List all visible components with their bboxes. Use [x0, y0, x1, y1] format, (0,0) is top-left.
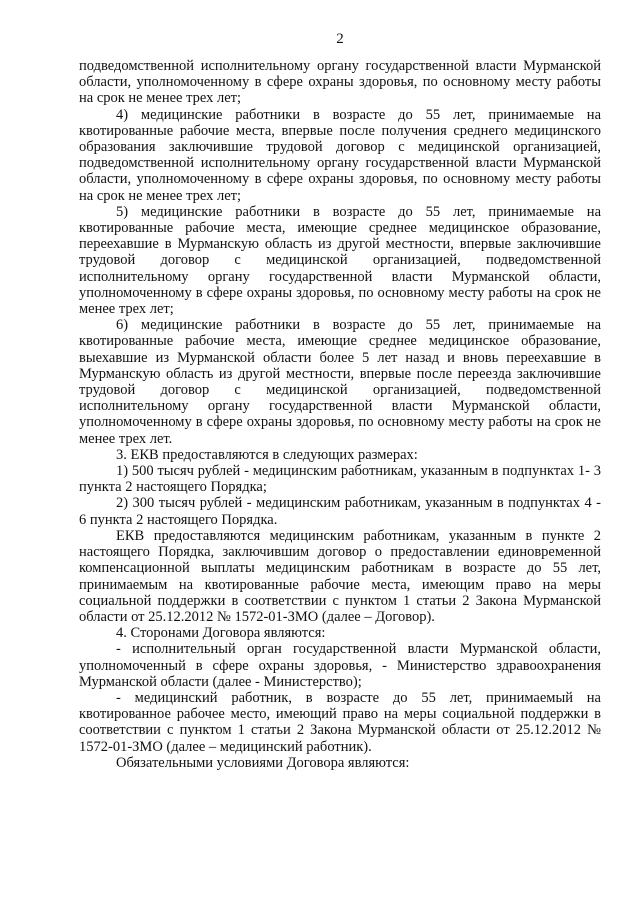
- document-body: [79, 58, 601, 771]
- paragraph-continuation: подведомственной исполнительному органу государственной власти Мурманской области, уполномоченному в сфере охраны здоровья, по основному месту работы на срок не менее трех лет;: [79, 58, 601, 107]
- section-3-item-1: 1) 500 тысяч рублей - медицинским работникам, указанным в подпунктах 1- 3 пункта 2 настоящего Порядка;: [79, 463, 601, 496]
- contract-conditions-heading: Обязательными условиями Договора являются:: [116, 754, 410, 771]
- section-4-heading: 4. Сторонами Договора являются:: [116, 625, 326, 642]
- paragraph-item-5: 5) медицинские работники в возрасте до 55 лет, принимаемые на квотированные рабочие места, имеющие среднее медицинское образование, переехавшие в Мурманскую область из другой местности, впервые заключившие трудовой договор с медицинской организацией, подведомственной исполнительному органу государственной власти Мурманской области, уполномоченному в сфере охраны здоровья, по основному месту работы на срок не менее трех лет;: [79, 203, 601, 318]
- section-3-paragraph: ЕКВ предоставляются медицинским работникам, указанным в пункте 2 настоящего Порядка, заключившим договор о предоставлении единовременной компенсационной выплаты медицинским работникам в возрасте до 55 лет, принимаемым на квотированные рабочие места, имеющим право на меры социальной поддержки в соответствии с пунктом 1 статьи 2 Закона Мурманской области от 25.12.2012 № 1572-01-ЗМО (далее – Договор).: [79, 527, 601, 625]
- document-page: [79, 30, 601, 771]
- page-number: 2: [336, 31, 344, 47]
- section-4-party-ministry: - исполнительный орган государственной власти Мурманской области, уполномоченный в сфере охраны здоровья, - Министерство здравоохранения Мурманской области (далее - Министерство);: [79, 641, 601, 690]
- paragraph-item-4: 4) медицинские работники в возрасте до 55 лет, принимаемые на квотированные рабочие места, впервые после получения среднего медицинского образования заключившие трудовой договор с медицинской организацией, подведомственной исполнительному органу государственной власти Мурманской области, уполномоченному в сфере охраны здоровья, по основному месту работы на срок не менее трех лет;: [79, 106, 601, 204]
- section-3-item-2: 2) 300 тысяч рублей - медицинским работникам, указанным в подпунктах 4 - 6 пункта 2 настоящего Порядка.: [79, 495, 601, 528]
- section-4-party-worker: - медицинский работник, в возрасте до 55 лет, принимаемый на квотированное рабочее место, имеющий право на меры социальной поддержки в соответствии с пунктом 1 статьи 2 Закона Мурманской области от 25.12.2012 № 1572-01-ЗМО (далее – медицинский работник).: [79, 689, 601, 755]
- paragraph-item-6: 6) медицинские работники в возрасте до 55 лет, принимаемые на квотированные рабочие места, имеющие среднее медицинское образование, выехавшие из Мурманской области более 5 лет назад и вновь переехавшие в Мурманскую область из другой местности, впервые после переезда заключившие трудовой договор с медицинской организацией, подведомственной исполнительному органу государственной власти Мурманской области, уполномоченному в сфере охраны здоровья, по основному месту работы на срок не менее трех лет.: [79, 317, 601, 447]
- section-3-heading: 3. ЕКВ предоставляются в следующих размерах:: [116, 446, 418, 463]
